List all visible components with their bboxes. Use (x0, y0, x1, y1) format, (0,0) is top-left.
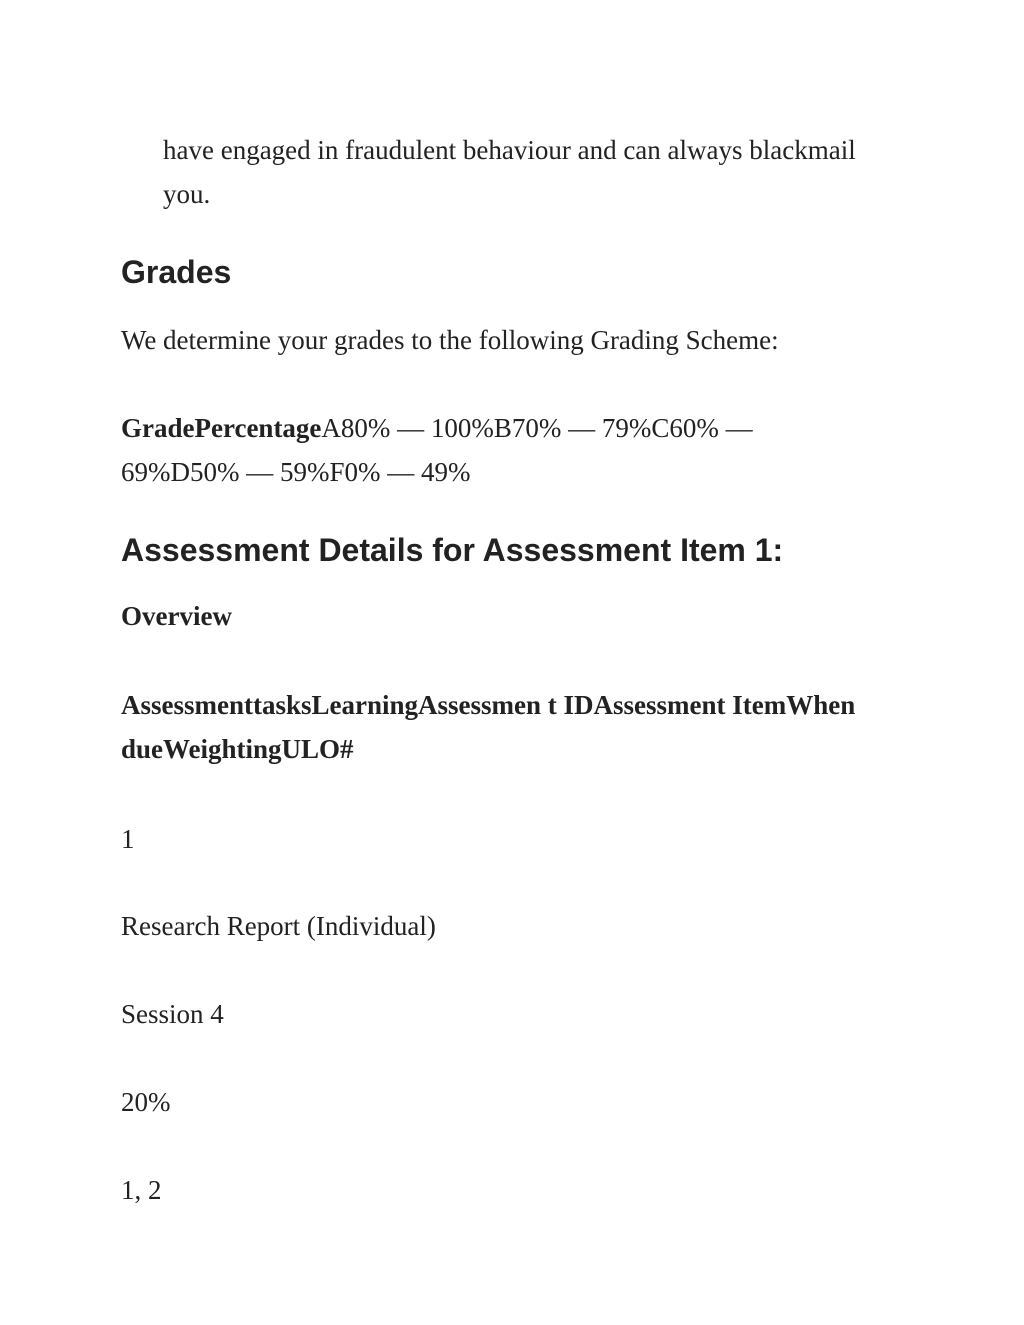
assessment-details-heading: Assessment Details for Assessment Item 1: (121, 532, 784, 568)
assessment-weighting-cell: 20% (121, 1087, 171, 1117)
grades-heading: Grades (121, 254, 232, 290)
intro-paragraph: have engaged in fraudulent behaviour and can always blackmail you. (163, 135, 856, 209)
assessment-id-cell: 1 (121, 824, 135, 854)
grading-scheme-header: GradePercentage (121, 413, 322, 443)
overview-heading: Overview (121, 601, 232, 631)
assessment-table-header: AssessmenttasksLearningAssessmen t IDAssessment ItemWhen dueWeightingULO# (121, 690, 856, 764)
assessment-ulo-cell: 1, 2 (121, 1175, 162, 1205)
grading-scheme-values: A80% — 100%B70% — 79%C60% — 69%D50% — 59%F0% — 49% (121, 413, 753, 487)
grading-scheme-intro: We determine your grades to the following Grading Scheme: (121, 325, 779, 355)
assessment-due-cell: Session 4 (121, 999, 224, 1029)
assessment-item-cell: Research Report (Individual) (121, 911, 436, 941)
grading-scheme-table (121, 406, 861, 494)
